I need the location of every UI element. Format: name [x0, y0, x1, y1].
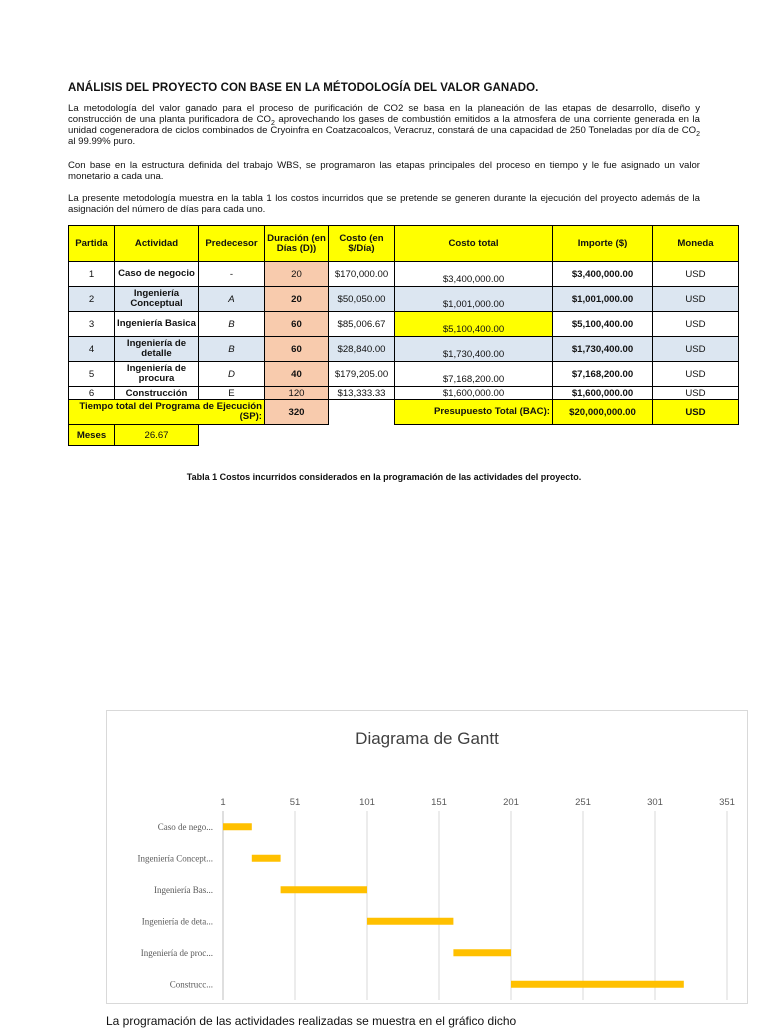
table-cell: $1,600,000.00	[395, 387, 553, 400]
table-row	[69, 362, 739, 387]
table-cell: $7,168,200.00	[395, 362, 553, 387]
gantt-chart-svg	[107, 711, 747, 1003]
table-cell: $1,001,000.00	[553, 287, 653, 312]
cost-table	[68, 225, 739, 446]
gantt-bar	[367, 918, 453, 925]
bottom-paragraph: La programación de las actividades realizadas se muestra en el gráfico dicho	[106, 1014, 517, 1028]
header-cell: Actividad	[115, 226, 199, 262]
header-cell: Duración (en Días (D))	[265, 226, 329, 262]
table-row	[69, 387, 739, 400]
total-time-label: Tiempo total del Programa de Ejecución (SP):	[69, 400, 265, 425]
table-cell: Ingeniería de procura	[115, 362, 199, 387]
wbs-paragraph: Con base en la estructura definida del trabajo WBS, se programaron las etapas principales del proceso en tiempo y le fue asignado un valor monetario a cada una.	[68, 160, 700, 182]
table-cell: $7,168,200.00	[553, 362, 653, 387]
table-cell: $28,840.00	[329, 337, 395, 362]
x-tick-label: 151	[431, 797, 447, 808]
table-cell: 120	[265, 387, 329, 400]
table-cell: $5,100,400.00	[395, 312, 553, 337]
y-category-label: Construcc...	[169, 979, 213, 990]
table-cell: $3,400,000.00	[395, 262, 553, 287]
intro-text-c: al 99.99% puro.	[68, 136, 136, 147]
table-cell: -	[199, 262, 265, 287]
table-total-row	[69, 400, 739, 425]
table-cell: USD	[653, 287, 739, 312]
intro-text-b: aprovechando los gases de combustión emitidos a la atmosfera de una corriente generada en la unidad cogeneradora de ciclos combinados de Cryoinfra en Coatzacoalcos, Veracruz, constará de una capacidad de 250 Toneladas por día de CO	[68, 114, 700, 136]
table-cell: B	[199, 337, 265, 362]
gantt-bar	[223, 823, 252, 830]
table-cell: Construcción	[115, 387, 199, 400]
y-category-label: Ingeniería de deta...	[141, 916, 213, 927]
table-cell: $170,000.00	[329, 262, 395, 287]
table-cell: E	[199, 387, 265, 400]
x-tick-label: 301	[647, 797, 663, 808]
table-cell: $1,730,400.00	[553, 337, 653, 362]
table-cell: 20	[265, 262, 329, 287]
x-tick-label: 351	[719, 797, 735, 808]
co2-subscript: 2	[271, 119, 275, 127]
table-cell: 6	[69, 387, 115, 400]
intro-text-a: La metodología del valor ganado para el proceso de purificación de CO2 se basa en la planeación de las etapas de desarrollo, diseño y construcción de una planta purificadora de CO	[68, 103, 700, 125]
table-cell: USD	[653, 387, 739, 400]
table-cell: USD	[653, 362, 739, 387]
chart-title: Diagrama de Gantt	[355, 729, 499, 748]
table-cell: $5,100,400.00	[553, 312, 653, 337]
table-cell: 60	[265, 312, 329, 337]
gantt-bar	[281, 886, 367, 893]
y-category-label: Caso de nego...	[157, 821, 213, 832]
x-tick-label: 1	[220, 797, 226, 808]
months-label: Meses	[69, 425, 115, 446]
table-cell: $1,001,000.00	[395, 287, 553, 312]
months-value: 26.67	[115, 425, 199, 446]
table-cell: 4	[69, 337, 115, 362]
y-category-label: Ingeniería de proc...	[140, 947, 213, 958]
total-time-value: 320	[265, 400, 329, 425]
table-cell: USD	[653, 262, 739, 287]
table-cell: A	[199, 287, 265, 312]
x-tick-label: 101	[359, 797, 375, 808]
y-category-label: Ingeniería Concept...	[137, 853, 213, 864]
document-title: ANÁLISIS DEL PROYECTO CON BASE EN LA MÉTODOLOGÍA DEL VALOR GANADO.	[68, 82, 539, 94]
x-tick-label: 201	[503, 797, 519, 808]
gantt-bar	[453, 949, 511, 956]
table-header-row	[69, 226, 739, 262]
budget-label: Presupuesto Total (BAC):	[395, 400, 553, 425]
table-cell: Ingeniería Basica	[115, 312, 199, 337]
header-cell: Costo (en $/Día)	[329, 226, 395, 262]
table-cell: 60	[265, 337, 329, 362]
table-cell: 20	[265, 287, 329, 312]
header-cell: Predecesor	[199, 226, 265, 262]
budget-value: $20,000,000.00	[553, 400, 653, 425]
table-cell: $50,050.00	[329, 287, 395, 312]
gantt-chart	[106, 710, 748, 1004]
header-cell: Costo total	[395, 226, 553, 262]
table-cell: 40	[265, 362, 329, 387]
empty-cell	[199, 425, 739, 446]
table-row	[69, 262, 739, 287]
table-cell: $179,205.00	[329, 362, 395, 387]
table-intro-paragraph: La presente metodología muestra en la tabla 1 los costos incurridos que se pretende se generen durante la ejecución del proyecto además de la asignación del número de días para cada uno.	[68, 193, 700, 215]
table-cell: USD	[653, 312, 739, 337]
y-category-label: Ingeniería Bas...	[154, 884, 213, 895]
table-cell: $1,730,400.00	[395, 337, 553, 362]
gantt-bar	[252, 855, 281, 862]
x-tick-label: 51	[289, 797, 301, 808]
header-cell: Partida	[69, 226, 115, 262]
table-cell: $1,600,000.00	[553, 387, 653, 400]
table-cell: 5	[69, 362, 115, 387]
table-cell: Ingeniería de detalle	[115, 337, 199, 362]
table-cell: 3	[69, 312, 115, 337]
table-cell: $13,333.33	[329, 387, 395, 400]
empty-cell	[329, 400, 395, 425]
table-cell: B	[199, 312, 265, 337]
intro-paragraph	[68, 103, 700, 147]
co2-subscript: 2	[696, 130, 700, 138]
table-row	[69, 287, 739, 312]
x-tick-label: 251	[575, 797, 591, 808]
table-caption: Tabla 1 Costos incurridos considerados en la programación de las actividades del proyecto.	[186, 472, 582, 482]
table-cell: Caso de negocio	[115, 262, 199, 287]
budget-currency: USD	[653, 400, 739, 425]
table-row	[69, 312, 739, 337]
table-cell: $3,400,000.00	[553, 262, 653, 287]
header-cell: Importe ($)	[553, 226, 653, 262]
table-row	[69, 337, 739, 362]
table-cell: USD	[653, 337, 739, 362]
header-cell: Moneda	[653, 226, 739, 262]
table-cell: D	[199, 362, 265, 387]
table-cell: 2	[69, 287, 115, 312]
table-cell: Ingeniería Conceptual	[115, 287, 199, 312]
table-cell: 1	[69, 262, 115, 287]
table-months-row	[69, 425, 739, 446]
gantt-bar	[511, 981, 684, 988]
table-cell: $85,006.67	[329, 312, 395, 337]
